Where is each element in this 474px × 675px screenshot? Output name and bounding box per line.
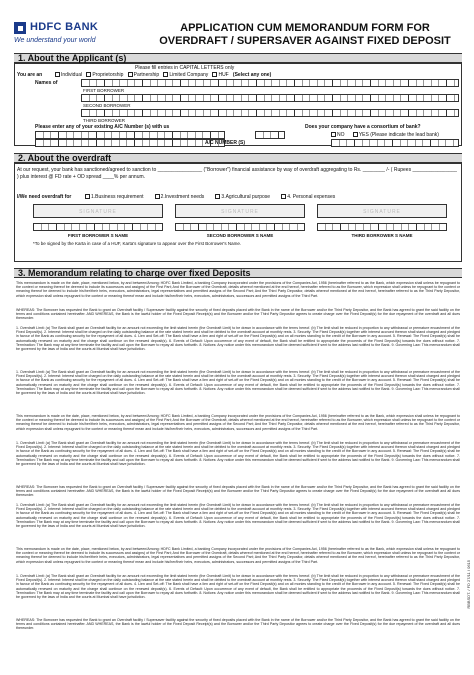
purpose-options: 1.Business requirement 2.Investment needs 3.Agricultural purpose 4. Personal expenses <box>85 194 335 200</box>
checkbox-limited-company[interactable] <box>163 72 168 77</box>
memorandum-paragraph-2: WHEREAS: The Borrower has requested the Bank to grant an Overdraft facility / Supersaver facility against the security of fixed deposits placed with the Bank in the name of the Borrower and/or the Third Party Depositor, and the Bank has agreed to grant the said facility on the terms and conditions contained hereinafter. AND WHEREAS, the Bank is the lawful holder of the Fixed Deposit Receipt(s) and the Borrower and/or the Third Party Depositor agrees to create charge over the Fixed Deposit(s) for the due repayment of the overdraft and all dues thereunder. <box>16 308 460 321</box>
second-borrower-signature-box[interactable]: SIGNATURE <box>175 204 305 218</box>
checkbox-investment[interactable] <box>155 194 160 199</box>
second-borrower-sig-label: SECOND BORROWER S NAME <box>206 233 274 238</box>
first-borrower-sig-label: FIRST BORROWER S NAME <box>67 233 129 238</box>
brand-name: HDFC BANK <box>30 21 99 33</box>
title-line-2: OVERDRAFT / SUPERSAVER AGAINST FIXED DEPOSIT <box>159 35 451 47</box>
memorandum-paragraph-3-repeat-2: 1. Overdraft Limit: (a) The Bank shall grant an Overdraft facility for an amount not exceeding the limit stated herein (the Overdraft Limit) to be drawn in accordance with the terms hereof. (b) The limit shall be reduced in proportion to any withdrawal or premature encashment of the Fixed Deposit(s). 2. Interest: Interest shall be charged on the daily outstanding balance at the rate stated herein and shall be debited to the overdraft account at monthly rests. 3. Security: The Fixed Deposit(s) together with interest accrued thereon shall stand charged and pledged in favour of the Bank as continuing security for the repayment of all dues. 4. Lien and Set-off: The Bank shall have a lien and right of set-off on the Fixed Deposit(s) and on all monies standing to the credit of the Borrower in any account. 5. Renewal: The Fixed Deposit(s) shall be automatically renewed on maturity and the charge shall continue on the renewed deposit(s). 6. Events of Default: Upon occurrence of any event of default, the Bank shall be entitled to appropriate the proceeds of the Fixed Deposit(s) towards the dues without notice. 7. Termination: The Bank may at any time terminate the facility and call upon the Borrower to repay all dues forthwith. 8. Notices: Any notice under this memorandum shall be deemed sufficient if sent to the address last notified to the Bank. 9. Governing Law: This memorandum shall be governed by the laws of India and the courts at Mumbai shall have jurisdiction. <box>16 441 460 467</box>
third-borrower-sig-name-field[interactable] <box>317 223 447 231</box>
names-of-label: Names of <box>35 80 58 86</box>
memorandum-paragraph-3-repeat-3: 1. Overdraft Limit: (a) The Bank shall grant an Overdraft facility for an amount not exceeding the limit stated herein (the Overdraft Limit) to be drawn in accordance with the terms hereof. (b) The limit shall be reduced in proportion to any withdrawal or premature encashment of the Fixed Deposit(s). 2. Interest: Interest shall be charged on the daily outstanding balance at the rate stated herein and shall be debited to the overdraft account at monthly rests. 3. Security: The Fixed Deposit(s) together with interest accrued thereon shall stand charged and pledged in favour of the Bank as continuing security for the repayment of all dues. 4. Lien and Set-off: The Bank shall have a lien and right of set-off on the Fixed Deposit(s) and on all monies standing to the credit of the Borrower in any account. 5. Renewal: The Fixed Deposit(s) shall be automatically renewed on maturity and the charge shall continue on the renewed deposit(s). 6. Events of Default: Upon occurrence of any event of default, the Bank shall be entitled to appropriate the proceeds of the Fixed Deposit(s) towards the dues without notice. 7. Termination: The Bank may at any time terminate the facility and call upon the Borrower to repay all dues forthwith. 8. Notices: Any notice under this memorandum shall be deemed sufficient if sent to the address last notified to the Bank. 9. Governing Law: This memorandum shall be governed by the laws of India and the courts at Mumbai shall have jurisdiction. <box>16 503 460 529</box>
need-overdraft-label: I/We need overdraft for <box>17 194 72 200</box>
checkbox-proprietorship[interactable] <box>86 72 91 77</box>
section-2-box <box>14 163 462 262</box>
section-2-heading: 2. About the overdraft <box>14 153 462 163</box>
consortium-options: NO YES (Please indicate the lead bank) <box>331 132 439 138</box>
form-reference-code: RBBSDT. / FD 27/11 / 0615 <box>466 560 471 609</box>
consortium-question: Does your company have a consortium of bank? <box>305 124 421 130</box>
huf-karta-note: *To be signed by the Karta in case of a HUF, Karta's signature to appear over the First Borrower's Name. <box>33 241 242 246</box>
section-1-box <box>14 63 462 146</box>
checkbox-consortium-yes[interactable] <box>353 132 358 137</box>
memorandum-paragraph-3-repeat: 1. Overdraft Limit: (a) The Bank shall grant an Overdraft facility for an amount not exceeding the limit stated herein (the Overdraft Limit) to be drawn in accordance with the terms hereof. (b) The limit shall be reduced in proportion to any withdrawal or premature encashment of the Fixed Deposit(s). 2. Interest: Interest shall be charged on the daily outstanding balance at the rate stated herein and shall be debited to the overdraft account at monthly rests. 3. Security: The Fixed Deposit(s) together with interest accrued thereon shall stand charged and pledged in favour of the Bank as continuing security for the repayment of all dues. 4. Lien and Set-off: The Bank shall have a lien and right of set-off on the Fixed Deposit(s) and on all monies standing to the credit of the Borrower in any account. 5. Renewal: The Fixed Deposit(s) shall be automatically renewed on maturity and the charge shall continue on the renewed deposit(s). 6. Events of Default: Upon occurrence of any event of default, the Bank shall be entitled to appropriate the proceeds of the Fixed Deposit(s) towards the dues without notice. 7. Termination: The Bank may at any time terminate the facility and call upon the Borrower to repay all dues forthwith. 8. Notices: Any notice under this memorandum shall be deemed sufficient if sent to the address last notified to the Bank. 9. Governing Law: This memorandum shall be governed by the laws of India and the courts at Mumbai shall have jurisdiction. <box>16 370 460 396</box>
third-borrower-signature-box[interactable]: SIGNATURE <box>317 204 447 218</box>
first-borrower-sig-name-field[interactable] <box>33 223 163 231</box>
ac-number-field-2[interactable] <box>35 139 225 147</box>
checkbox-individual[interactable] <box>55 72 60 77</box>
first-borrower-label: FIRST BORROWER <box>83 88 125 93</box>
memorandum-paragraph-1: This memorandum is made on the date, place, mentioned below, by and between/Among: HDFC Bank Limited, a banking Company incorporated under the provisions of the Companies Act, 1956 (hereinafter referred to as the Bank, which expression shall unless be repugnant to the context or meaning thereof be deemed to include its successors and assigns) of the First Part; And the Borrower of the Overdraft, details whereof mentioned at the end hereof, hereinafter referred to as the Borrower, which expression shall unless be repugnant to the context or meaning thereof be deemed to include his/her/their heirs, executors, administrators, legal representatives and permitted assigns of the Second Part; And the Third Party Depositor, details whereof mentioned at the end hereof, hereinafter referred to as the Third Party Depositor, which expression shall unless repugnant to the context or meaning thereof mean and include his/her/their heirs, executors, administrators, successors and permitted assigns of the Third Part. <box>16 281 460 298</box>
checkbox-partnership[interactable] <box>128 72 133 77</box>
brand-tagline: We understand your world <box>14 37 96 44</box>
checkbox-personal[interactable] <box>281 194 286 199</box>
memorandum-paragraph-3: 1. Overdraft Limit: (a) The Bank shall grant an Overdraft facility for an amount not exceeding the limit stated herein (the Overdraft Limit) to be drawn in accordance with the terms hereof. (b) The limit shall be reduced in proportion to any withdrawal or premature encashment of the Fixed Deposit(s). 2. Interest: Interest shall be charged on the daily outstanding balance at the rate stated herein and shall be debited to the overdraft account at monthly rests. 3. Security: The Fixed Deposit(s) together with interest accrued thereon shall stand charged and pledged in favour of the Bank as continuing security for the repayment of all dues. 4. Lien and Set-off: The Bank shall have a lien and right of set-off on the Fixed Deposit(s) and on all monies standing to the credit of the Borrower in any account. 5. Renewal: The Fixed Deposit(s) shall be automatically renewed on maturity and the charge shall continue on the renewed deposit(s). 6. Events of Default: Upon occurrence of any event of default, the Bank shall be entitled to appropriate the proceeds of the Fixed Deposit(s) towards the dues without notice. 7. Termination: The Bank may at any time terminate the facility and call upon the Borrower to repay all dues forthwith. 8. Notices: Any notice under this memorandum shall be deemed sufficient if sent to the address last notified to the Bank. 9. Governing Law: This memorandum shall be governed by the laws of India and the courts at Mumbai shall have jurisdiction. <box>16 326 460 352</box>
existing-ac-label: Please enter any of your existing A/C Number (s) with us <box>35 124 170 130</box>
ac-number-label: A/C NUMBER (S) <box>205 140 245 146</box>
third-borrower-name-field[interactable] <box>81 109 459 117</box>
second-borrower-label: SECOND BORROWER <box>83 103 131 108</box>
section-3-heading: 3. Memorandum relating to charge over fixed Deposits <box>14 268 462 278</box>
memorandum-paragraph-1-repeat-2: This memorandum is made on the date, place, mentioned below, by and between/Among: HDFC Bank Limited, a banking Company incorporated under the provisions of the Companies Act, 1956 (hereinafter referred to as the Bank, which expression shall unless be repugnant to the context or meaning thereof be deemed to include its successors and assigns) of the First Part; And the Borrower of the Overdraft, details whereof mentioned at the end hereof, hereinafter referred to as the Borrower, which expression shall unless be repugnant to the context or meaning thereof be deemed to include his/her/their heirs, executors, administrators, legal representatives and permitted assigns of the Second Part; And the Third Party Depositor, details whereof mentioned at the end hereof, hereinafter referred to as the Third Party Depositor, which expression shall unless repugnant to the context or meaning thereof mean and include his/her/their heirs, executors, administrators, successors and permitted assigns of the Third Part. <box>16 547 460 564</box>
ac-number-field-1[interactable] <box>35 131 225 139</box>
memorandum-paragraph-3-repeat-4: 1. Overdraft Limit: (a) The Bank shall grant an Overdraft facility for an amount not exceeding the limit stated herein (the Overdraft Limit) to be drawn in accordance with the terms hereof. (b) The limit shall be reduced in proportion to any withdrawal or premature encashment of the Fixed Deposit(s). 2. Interest: Interest shall be charged on the daily outstanding balance at the rate stated herein and shall be debited to the overdraft account at monthly rests. 3. Security: The Fixed Deposit(s) together with interest accrued thereon shall stand charged and pledged in favour of the Bank as continuing security for the repayment of all dues. 4. Lien and Set-off: The Bank shall have a lien and right of set-off on the Fixed Deposit(s) and on all monies standing to the credit of the Borrower in any account. 5. Renewal: The Fixed Deposit(s) shall be automatically renewed on maturity and the charge shall continue on the renewed deposit(s). 6. Events of Default: Upon occurrence of any event of default, the Bank shall be entitled to appropriate the proceeds of the Fixed Deposit(s) towards the dues without notice. 7. Termination: The Bank may at any time terminate the facility and call upon the Borrower to repay all dues forthwith. 8. Notices: Any notice under this memorandum shall be deemed sufficient if sent to the address last notified to the Bank. 9. Governing Law: This memorandum shall be governed by the laws of India and the courts at Mumbai shall have jurisdiction. <box>16 574 460 600</box>
section-1-heading: 1. About the Applicant (s) <box>14 53 462 63</box>
memorandum-paragraph-2-repeat-2: WHEREAS: The Borrower has requested the Bank to grant an Overdraft facility / Supersaver facility against the security of fixed deposits placed with the Bank in the name of the Borrower and/or the Third Party Depositor, and the Bank has agreed to grant the said facility on the terms and conditions contained hereinafter. AND WHEREAS, the Bank is the lawful holder of the Fixed Deposit Receipt(s) and the Borrower and/or the Third Party Depositor agrees to create charge over the Fixed Deposit(s) for the due repayment of the overdraft and all dues thereunder. <box>16 618 460 631</box>
memorandum-paragraph-1-repeat: This memorandum is made on the date, place, mentioned below, by and between/Among: HDFC Bank Limited, a banking Company incorporated under the provisions of the Companies Act, 1956 (hereinafter referred to as the Bank, which expression shall unless be repugnant to the context or meaning thereof be deemed to include its successors and assigns) of the First Part; And the Borrower of the Overdraft, details whereof mentioned at the end hereof, hereinafter referred to as the Borrower, which expression shall unless be repugnant to the context or meaning thereof be deemed to include his/her/their heirs, executors, administrators, legal representatives and permitted assigns of the Second Part; And the Third Party Depositor, details whereof mentioned at the end hereof, hereinafter referred to as the Third Party Depositor, which expression shall unless repugnant to the context or meaning thereof mean and include his/her/their heirs, executors, administrators, successors and permitted assigns of the Third Part. <box>16 414 460 431</box>
checkbox-business[interactable] <box>85 194 90 199</box>
checkbox-agricultural[interactable] <box>215 194 220 199</box>
checkbox-consortium-no[interactable] <box>331 132 336 137</box>
second-borrower-sig-name-field[interactable] <box>175 223 305 231</box>
hdfc-logo <box>14 22 132 51</box>
third-borrower-sig-label: THIRD BORROWER S NAME <box>351 233 413 238</box>
title-line-1: APPLICATION CUM MEMORANDUM FORM FOR <box>180 22 430 34</box>
second-borrower-name-field[interactable] <box>81 94 459 102</box>
ac-number-field-3[interactable] <box>255 131 285 139</box>
first-borrower-name-field[interactable] <box>81 79 459 87</box>
memorandum-paragraph-2-repeat: WHEREAS: The Borrower has requested the Bank to grant an Overdraft facility / Supersaver facility against the security of fixed deposits placed with the Bank in the name of the Borrower and/or the Third Party Depositor, and the Bank has agreed to grant the said facility on the terms and conditions contained hereinafter. AND WHEREAS, the Bank is the lawful holder of the Fixed Deposit Receipt(s) and the Borrower and/or the Third Party Depositor agrees to create charge over the Fixed Deposit(s) for the due repayment of the overdraft and all dues thereunder. <box>16 485 460 498</box>
third-borrower-label: THIRD BORROWER <box>83 118 125 123</box>
you-are-options: Individual Proprietorship Partnership Limited Company HUF (Select any one) <box>55 72 271 78</box>
overdraft-request-text: At our request, your bank has sanctioned/agreed to sanction to ________________ ("Borrower") financial assistance by way of overdraft aggregating to Rs. ________ /- ( Rupees ________________ ) plus interest @ FD rate + OD spread ____% per annum. <box>17 167 457 180</box>
capital-letters-instruction: Please fill entries in CAPITAL LETTERS only <box>135 65 235 71</box>
you-are-label: You are an <box>17 72 43 78</box>
checkbox-huf[interactable] <box>212 72 217 77</box>
lead-bank-field[interactable] <box>331 139 459 147</box>
logo-mark-icon <box>14 22 26 34</box>
first-borrower-signature-box[interactable]: SIGNATURE <box>33 204 163 218</box>
form-title <box>150 22 460 48</box>
